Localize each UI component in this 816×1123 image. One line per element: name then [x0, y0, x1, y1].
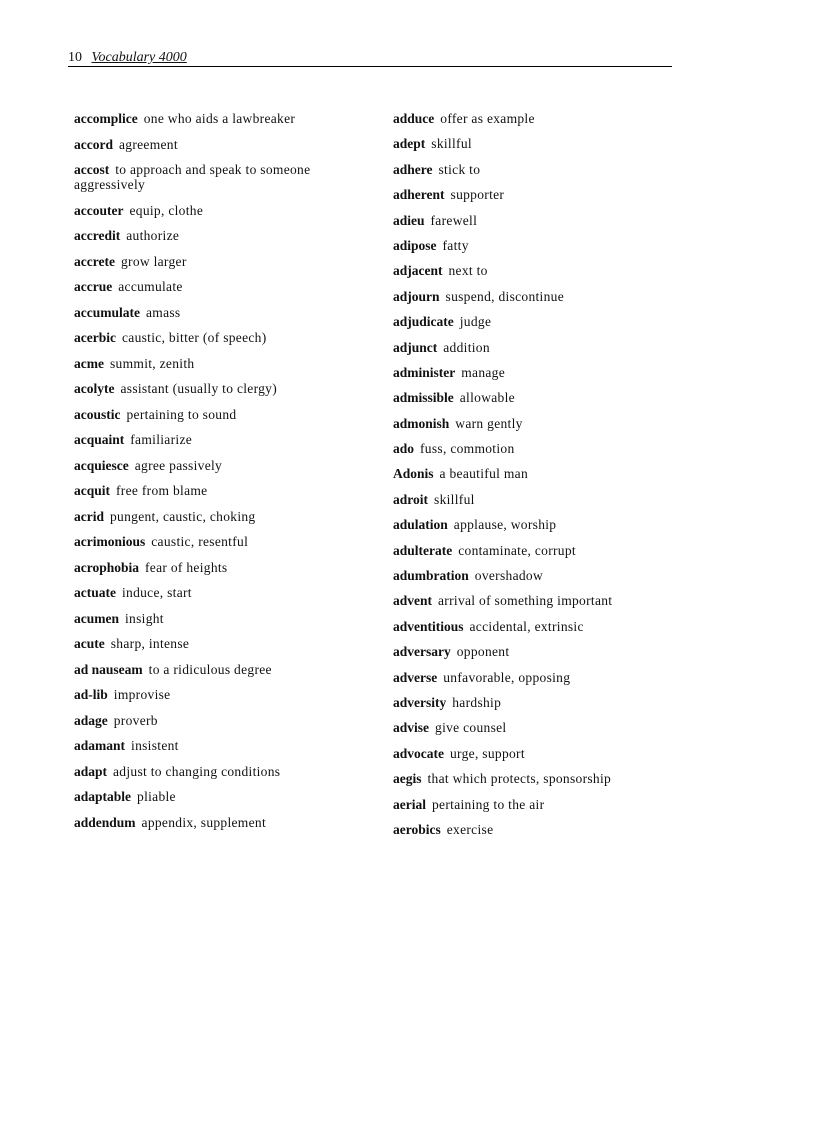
vocab-term: accouter [74, 202, 124, 218]
vocab-entry [393, 670, 703, 685]
vocab-entry [393, 162, 703, 177]
vocab-definition: warn gently [455, 415, 523, 431]
vocab-definition: unfavorable, opposing [443, 669, 571, 685]
vocab-term: adherent [393, 187, 445, 203]
vocab-entry [393, 619, 703, 634]
vocab-term: advent [393, 593, 433, 609]
vocab-term: adieu [393, 212, 425, 228]
vocab-definition: a beautiful man [439, 466, 528, 482]
vocab-term: adjunct [393, 339, 438, 355]
vocab-definition: induce, start [121, 585, 192, 600]
vocab-term: adaptable [74, 789, 132, 804]
vocab-entry [74, 137, 346, 152]
vocab-entry [393, 314, 703, 329]
vocab-entry [393, 797, 703, 812]
vocab-definition: appendix, supplement [141, 814, 267, 830]
vocab-entry [393, 771, 703, 786]
vocab-entry [393, 593, 703, 608]
vocab-entry [74, 381, 346, 396]
vocab-term: acerbic [74, 330, 116, 345]
vocab-term: adulterate [393, 542, 453, 558]
vocab-entry [393, 289, 703, 304]
vocab-term: acquit [74, 483, 111, 498]
vocab-term: acme [74, 355, 104, 371]
vocab-definition: fuss, commotion [420, 441, 515, 457]
vocab-term: adage [74, 712, 108, 728]
vocab-term: ad-lib [74, 687, 108, 702]
vocab-term: ad nauseam [74, 661, 143, 677]
vocab-term: aegis [393, 771, 422, 787]
vocab-definition: stick to [438, 161, 481, 177]
vocab-definition: pungent, caustic, choking [110, 508, 256, 524]
vocab-term: adjudicate [393, 314, 454, 330]
vocab-entry [74, 203, 346, 218]
vocab-definition: contaminate, corrupt [458, 542, 576, 558]
vocab-entry [74, 560, 346, 575]
vocab-definition: authorize [126, 228, 180, 243]
vocab-definition: insistent [131, 738, 179, 753]
vocab-entry [393, 340, 703, 355]
vocab-entry [74, 305, 346, 320]
vocab-entry [74, 636, 346, 651]
vocab-term: adjourn [393, 288, 440, 304]
vocab-term: adversity [393, 694, 447, 710]
vocab-term: adroit [393, 491, 429, 507]
vocab-term: administer [393, 364, 456, 380]
vocab-entry [393, 416, 703, 431]
vocab-term: accrue [74, 279, 113, 294]
vocab-entry [393, 441, 703, 456]
vocab-entry [74, 111, 346, 126]
vocab-definition: agreement [118, 136, 178, 152]
vocab-term: accord [74, 136, 113, 152]
vocab-term: adduce [393, 111, 435, 126]
vocab-entry [74, 789, 346, 804]
page-number: 10 [68, 50, 82, 65]
vocab-entry [74, 815, 346, 830]
vocab-entry [393, 720, 703, 735]
vocab-term: actuate [74, 585, 116, 600]
vocab-entry [393, 213, 703, 228]
vocab-definition: amass [145, 304, 181, 320]
vocab-term: acrimonious [74, 534, 146, 549]
vocab-entry [74, 585, 346, 600]
vocab-definition: fear of heights [145, 559, 228, 575]
vocab-term: adverse [393, 669, 438, 685]
vocab-definition: to approach and speak to someone aggressively [74, 162, 311, 192]
vocab-term: aerial [393, 796, 426, 812]
vocab-term: acumen [74, 610, 119, 626]
vocab-term: adipose [393, 237, 437, 253]
vocab-entry [393, 644, 703, 659]
vocab-definition: proverb [113, 712, 158, 728]
vocab-term: adapt [74, 763, 108, 779]
vocab-term: accost [74, 162, 110, 177]
vocab-term: adumbration [393, 568, 469, 584]
vocab-term: adjacent [393, 263, 443, 279]
vocab-definition: free from blame [116, 483, 208, 498]
vocab-term: adamant [74, 738, 126, 753]
vocab-term: acolyte [74, 381, 115, 396]
vocab-definition: pertaining to sound [126, 406, 237, 422]
vocab-term: accumulate [74, 304, 140, 320]
vocab-term: acrid [74, 508, 104, 524]
left-column [74, 111, 346, 840]
vocab-entry [393, 466, 703, 481]
vocab-entry [74, 330, 346, 345]
vocab-definition: accumulate [118, 279, 183, 294]
vocab-definition: insight [125, 610, 164, 626]
vocab-definition: suspend, discontinue [445, 288, 565, 304]
vocab-entry [74, 687, 346, 702]
vocab-entry [393, 568, 703, 583]
running-header [68, 50, 672, 67]
vocab-definition: skillful [434, 491, 475, 507]
vocab-definition: give counsel [435, 720, 507, 736]
vocab-term: acute [74, 636, 105, 651]
vocab-entry [393, 695, 703, 710]
vocab-entry [393, 492, 703, 507]
vocab-entry [74, 162, 346, 192]
vocab-entry [393, 822, 703, 837]
vocab-definition: accidental, extrinsic [469, 618, 584, 634]
vocab-entry [393, 136, 703, 151]
vocab-definition: grow larger [120, 253, 187, 269]
vocab-definition: familiarize [130, 432, 193, 447]
vocab-term: adhere [393, 161, 433, 177]
vocab-entry [393, 263, 703, 278]
vocab-definition: exercise [446, 821, 494, 837]
right-column [393, 111, 703, 847]
vocab-term: Adonis [393, 466, 434, 482]
vocab-entry [393, 111, 703, 126]
vocab-definition: next to [448, 263, 488, 279]
vocab-definition: one who aids a lawbreaker [143, 111, 296, 126]
vocab-entry [393, 365, 703, 380]
vocab-entry [74, 509, 346, 524]
vocab-term: accrete [74, 253, 115, 269]
vocab-definition: agree passively [134, 457, 223, 473]
vocab-term: accomplice [74, 111, 138, 126]
vocab-entry [74, 713, 346, 728]
vocab-term: adversary [393, 644, 451, 660]
vocab-definition: arrival of something important [438, 593, 613, 609]
vocab-definition: allowable [459, 390, 515, 406]
vocab-definition: to a ridiculous degree [148, 661, 272, 677]
vocab-term: acoustic [74, 406, 121, 422]
vocab-entry [393, 517, 703, 532]
vocab-definition: urge, support [450, 745, 525, 761]
vocab-definition: supporter [450, 187, 505, 203]
vocab-definition: applause, worship [453, 517, 557, 533]
vocab-term: aerobics [393, 821, 441, 837]
vocab-definition: hardship [452, 694, 502, 710]
vocab-definition: improvise [113, 687, 171, 702]
vocab-definition: summit, zenith [109, 355, 195, 371]
vocab-entry [74, 432, 346, 447]
vocab-entry [393, 390, 703, 405]
vocab-definition: equip, clothe [129, 202, 204, 218]
vocab-entry [74, 483, 346, 498]
vocab-definition: overshadow [474, 568, 544, 584]
vocab-term: acquaint [74, 432, 125, 447]
vocab-definition: adjust to changing conditions [113, 763, 281, 779]
vocab-entry [393, 543, 703, 558]
vocab-term: admissible [393, 390, 454, 406]
vocab-definition: judge [459, 314, 492, 330]
vocab-entry [74, 534, 346, 549]
vocab-term: accredit [74, 228, 121, 243]
vocab-definition: farewell [430, 212, 478, 228]
vocab-definition: assistant (usually to clergy) [120, 381, 278, 396]
vocab-entry [74, 662, 346, 677]
vocab-entry [74, 356, 346, 371]
vocab-term: advocate [393, 745, 444, 761]
vocab-definition: pertaining to the air [432, 796, 545, 812]
vocab-entry [393, 238, 703, 253]
vocab-term: addendum [74, 814, 136, 830]
vocab-entry [74, 611, 346, 626]
vocab-definition: pliable [137, 789, 176, 804]
vocab-term: adept [393, 136, 426, 152]
vocab-entry [74, 738, 346, 753]
vocab-definition: that which protects, sponsorship [427, 771, 612, 787]
vocab-definition: opponent [456, 644, 510, 660]
vocab-definition: fatty [442, 237, 469, 253]
vocab-entry [74, 228, 346, 243]
vocab-term: admonish [393, 415, 450, 431]
vocab-definition: offer as example [440, 111, 535, 126]
vocab-entry [74, 279, 346, 294]
vocab-definition: caustic, bitter (of speech) [121, 330, 267, 345]
vocab-entry [393, 746, 703, 761]
vocab-entry [74, 407, 346, 422]
vocab-term: acquiesce [74, 457, 129, 473]
vocab-definition: sharp, intense [110, 636, 190, 651]
vocab-definition: caustic, resentful [151, 534, 249, 549]
vocab-term: advise [393, 720, 430, 736]
vocab-term: adventitious [393, 618, 464, 634]
book-title: Vocabulary 4000 [91, 50, 187, 65]
vocab-entry [393, 187, 703, 202]
vocab-term: adulation [393, 517, 448, 533]
vocab-entry [74, 458, 346, 473]
vocab-entry [74, 764, 346, 779]
vocab-term: ado [393, 441, 415, 457]
vocab-entry [74, 254, 346, 269]
vocab-definition: addition [443, 339, 490, 355]
vocab-definition: manage [461, 364, 506, 380]
vocab-definition: skillful [431, 136, 472, 152]
vocab-term: acrophobia [74, 559, 140, 575]
